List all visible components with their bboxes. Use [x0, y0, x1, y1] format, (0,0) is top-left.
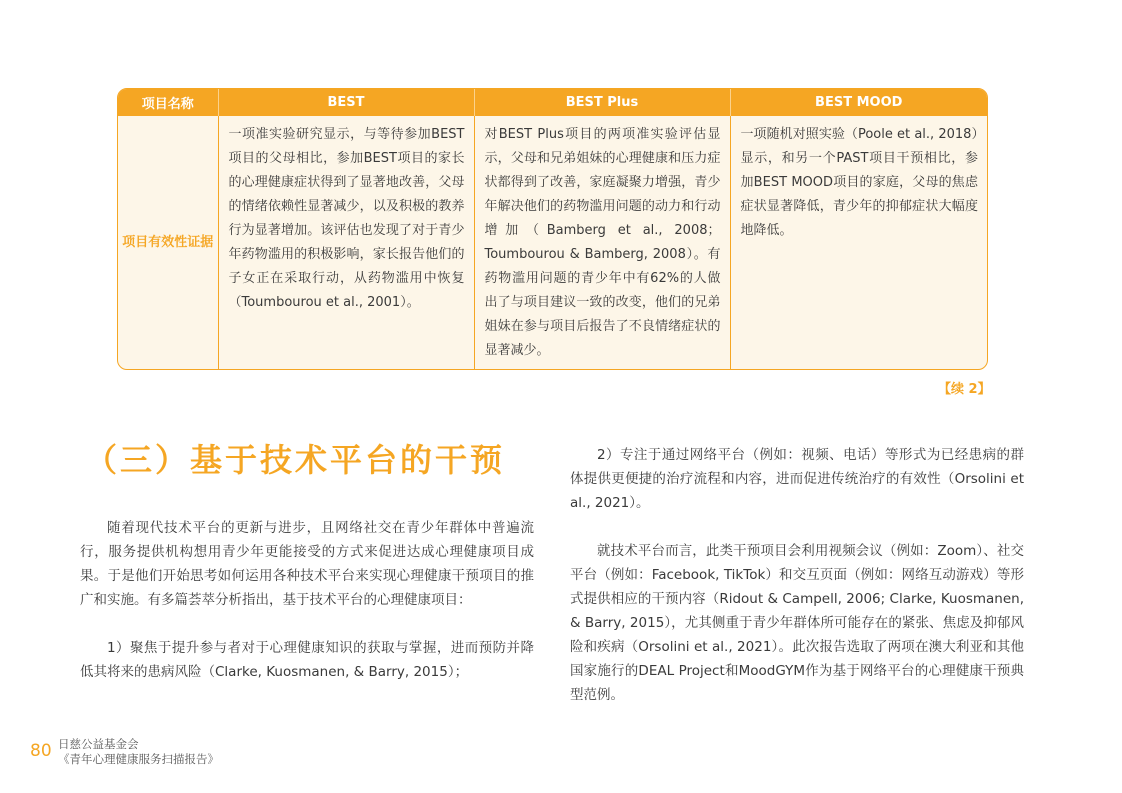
cell-best-plus-evidence: 对BEST Plus项目的两项准实验评估显示，父母和兄弟姐妹的心理健康和压力症状都得到了改善，家庭凝聚力增强，青少年解决他们的药物滥用问题的动力和行动增加（Bamberg et al., 2008；Toumbourou & Bamberg, 2008）。有药物滥用问题的青少年中有62%的人做出了与项目建议一致的改变，他们的兄弟姐妹在参与项目后报告了不良情绪症状的显著减少。 — [474, 116, 730, 369]
table-header-row — [118, 89, 987, 116]
row-label-evidence: 项目有效性证据 — [118, 116, 218, 369]
left-paragraph-intro: 随着现代技术平台的更新与进步，且网络社交在青少年群体中普遍流行，服务提供机构想用青少年更能接受的方式来促进达成心理健康项目成果。于是他们开始思考如何运用各种技术平台来实现心理健康干预项目的推广和实施。有多篇荟萃分析指出，基于技术平台的心理健康项目： — [80, 520, 534, 608]
cell-best-mood-evidence: 一项随机对照实验（Poole et al., 2018）显示，和另一个PAST项目干预相比，参加BEST MOOD项目的家庭，父母的焦虑症状显著降低，青少年的抑郁症状大幅度地降低。 — [740, 127, 978, 238]
right-paragraph-platforms: 就技术平台而言，此类干预项目会利用视频会议（例如：Zoom）、社交平台（例如：Facebook, TikTok）和交互页面（例如：网络互动游戏）等形式提供相应的干预内容（Ridout & Campell, 2006; Clarke, Kuosmanen, & Barry, 2015），尤其侧重于青少年群体所可能存在的紧张、焦虑及抑郁风险和疾病（Orsolini et al., 2021）。此次报告选取了两项在澳大利亚和其他国家施行的DEAL Project和MoodGYM作为基于网络平台的心理健康干预典型范例。 — [570, 543, 1024, 703]
section-title: （三）基于技术平台的干预 — [85, 441, 506, 479]
left-paragraph-point-1: 1）聚焦于提升参与者对于心理健康知识的获取与掌握，进而预防并降低其将来的患病风险（Clarke, Kuosmanen, & Barry, 2015）； — [80, 640, 534, 680]
header-best: BEST — [218, 89, 474, 116]
right-paragraph-point-2: 2）专注于通过网络平台（例如：视频、电话）等形式为已经患病的群体提供更便捷的治疗流程和内容，进而促进传统治疗的有效性（Orsolini et al., 2021）。 — [570, 447, 1024, 511]
footer-publisher — [58, 737, 219, 767]
header-best-mood: BEST MOOD — [730, 89, 987, 116]
page-number: 80 — [30, 741, 52, 761]
header-project-name: 项目名称 — [118, 89, 218, 116]
table-row — [118, 116, 987, 369]
evidence-table — [117, 88, 988, 370]
header-best-plus: BEST Plus — [474, 89, 730, 116]
footer-org-name: 日慈公益基金会 — [58, 737, 139, 751]
continuation-label: 【续 2】 — [938, 382, 991, 397]
cell-best-evidence: 一项准实验研究显示，与等待参加BEST项目的父母相比，参加BEST项目的家长的心理健康症状得到了显著地改善，父母的情绪依赖性显著减少，以及积极的教养行为显著增加。该评估也发现了对于青少年药物滥用的积极影响，家长报告他们的子女正在采取行动，从药物滥用中恢复（Toumbourou et al., 2001）。 — [218, 116, 474, 369]
footer-report-title: 《青年心理健康服务扫描报告》 — [58, 752, 219, 766]
